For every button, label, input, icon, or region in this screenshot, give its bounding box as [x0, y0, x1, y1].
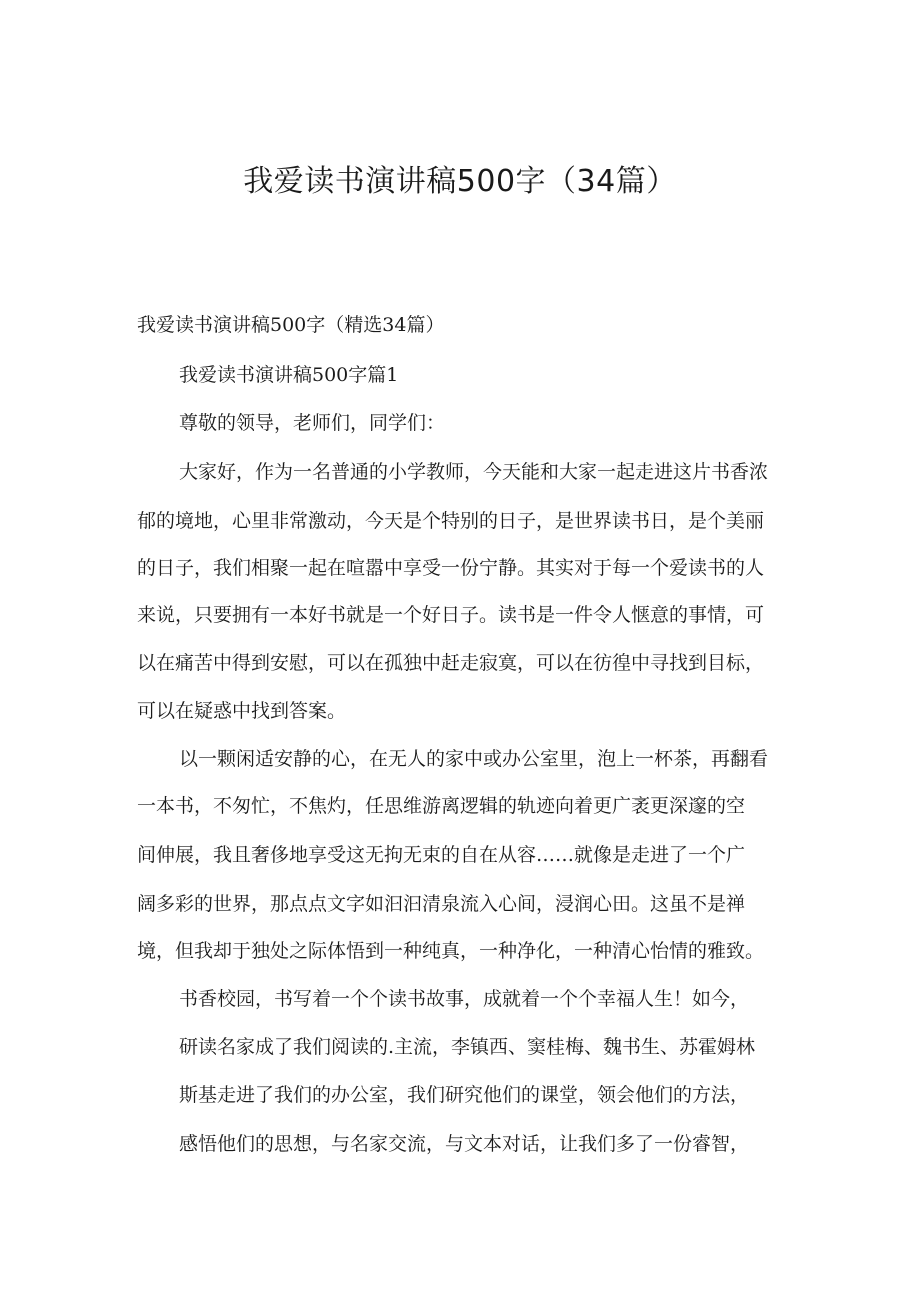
document-title: 我爱读书演讲稿500字（34篇） — [243, 164, 677, 199]
paragraph-line: 一本书，不匆忙，不焦灼，任思维游离逻辑的轨迹向着更广袤更深邃的空 — [137, 795, 746, 817]
paragraph-line: 斯基走进了我们的办公室，我们研究他们的课堂，领会他们的方法， — [179, 1084, 750, 1106]
paragraph-line: 研读名家成了我们阅读的.主流，李镇西、窦桂梅、魏书生、苏霍姆林 — [179, 1036, 756, 1058]
paragraph-line: 间伸展，我且奢侈地享受这无拘无束的自在从容……就像是走进了一个广 — [137, 844, 746, 866]
paragraph-line: 书香校园，书写着一个个读书故事，成就着一个个幸福人生！如今， — [179, 988, 750, 1010]
document-subtitle: 我爱读书演讲稿500字（精选34篇） — [137, 314, 445, 336]
paragraph-line: 可以在疑惑中找到答案。 — [137, 700, 347, 722]
paragraph-line: 以在痛苦中得到安慰，可以在孤独中赶走寂寞，可以在彷徨中寻找到目标， — [137, 652, 765, 674]
paragraph-line: 的日子，我们相聚一起在喧嚣中享受一份宁静。其实对于每一个爱读书的人 — [137, 557, 765, 579]
paragraph-line: 郁的境地，心里非常激动，今天是个特别的日子，是世界读书日，是个美丽 — [137, 510, 765, 532]
paragraph-line: 以一颗闲适安静的心，在无人的家中或办公室里，泡上一杯茶，再翻看 — [179, 748, 769, 770]
paragraph-line: 感悟他们的思想，与名家交流，与文本对话，让我们多了一份睿智， — [179, 1133, 750, 1155]
paragraph-line: 阔多彩的世界，那点点文字如汩汩清泉流入心间，浸润心田。这虽不是禅 — [137, 893, 746, 915]
paragraph-line: 来说，只要拥有一本好书就是一个好日子。读书是一件令人惬意的事情，可 — [137, 604, 765, 626]
paragraph-line: 大家好，作为一名普通的小学教师，今天能和大家一起走进这片书香浓 — [179, 461, 769, 483]
section-heading: 我爱读书演讲稿500字篇1 — [179, 364, 399, 386]
salutation: 尊敬的领导，老师们，同学们： — [179, 412, 446, 434]
paragraph-line: 境，但我却于独处之际体悟到一种纯真，一种净化，一种清心怡情的雅致。 — [137, 940, 765, 962]
